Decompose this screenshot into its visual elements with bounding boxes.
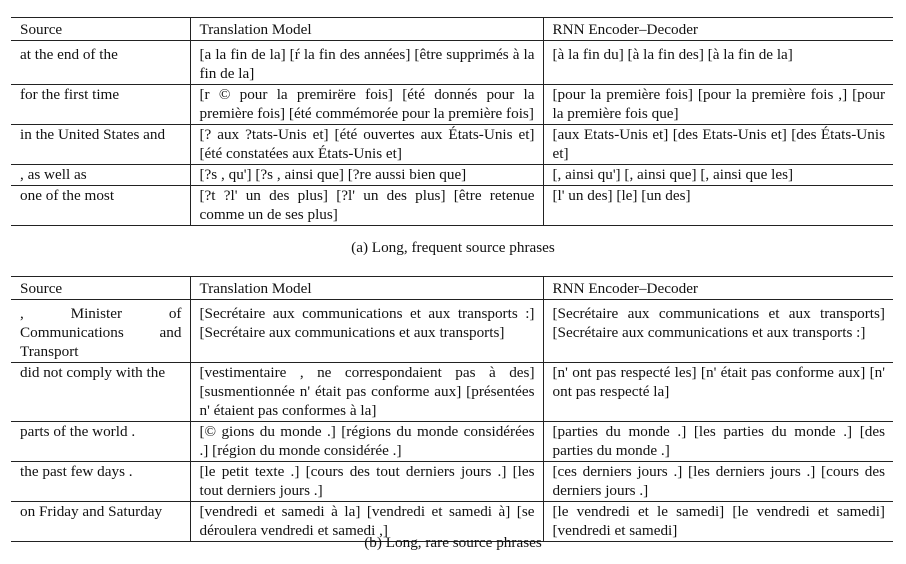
- header-translation-model: Translation Model: [190, 277, 543, 300]
- translation-model-cell: [vestimentaire , ne correspondaient pas à des] [susmentionnée n' était pas conforme aux] [présentées n' étaient pas conformes à la]: [190, 363, 543, 422]
- rnn-cell: [, ainsi qu'] [, ainsi que] [, ainsi que les]: [543, 165, 893, 186]
- rnn-cell: [le vendredi et le samedi] [le vendredi et samedi] [vendredi et samedi]: [543, 502, 893, 542]
- table-row: [11, 462, 893, 502]
- source-cell: at the end of the: [11, 41, 190, 85]
- table-long-rare-phrases: [11, 276, 893, 542]
- source-cell: in the United States and: [11, 125, 190, 165]
- translation-model-cell: [r © pour la premirëre fois] [été donnés pour la première fois] [été commémorée pour la première fois]: [190, 85, 543, 125]
- source-cell: , as well as: [11, 165, 190, 186]
- translation-model-cell: [© gions du monde .] [régions du monde considérées .] [région du monde considérée .]: [190, 422, 543, 462]
- table-row: [11, 85, 893, 125]
- translation-model-cell: [a la fin de la] [ŕ la fin des années] [être supprimés à la fin de la]: [190, 41, 543, 85]
- rnn-cell: [pour la première fois] [pour la première fois ,] [pour la première fois que]: [543, 85, 893, 125]
- translation-model-cell: [?s , qu'] [?s , ainsi que] [?re aussi bien que]: [190, 165, 543, 186]
- translation-model-cell: [? aux ?tats-Unis et] [été ouvertes aux États-Unis et] [été constatées aux États-Unis et]: [190, 125, 543, 165]
- source-cell: did not comply with the: [11, 363, 190, 422]
- source-cell: , Minister of Communications and Transport: [11, 300, 190, 363]
- source-cell: on Friday and Saturday: [11, 502, 190, 542]
- rnn-cell: [parties du monde .] [les parties du monde .] [des parties du monde .]: [543, 422, 893, 462]
- table-row: [11, 41, 893, 85]
- table-header-row: [11, 277, 893, 300]
- rnn-cell: [l' un des] [le] [un des]: [543, 186, 893, 226]
- header-rnn-encoder-decoder: RNN Encoder–Decoder: [543, 18, 893, 41]
- translation-model-cell: [Secrétaire aux communications et aux transports :] [Secrétaire aux communications et aux transports]: [190, 300, 543, 363]
- table-header-row: [11, 18, 893, 41]
- translation-model-cell: [le petit texte .] [cours des tout derniers jours .] [les tout derniers jours .]: [190, 462, 543, 502]
- translation-model-cell: [vendredi et samedi à la] [vendredi et samedi à] [se déroulera vendredi et samedi ,]: [190, 502, 543, 542]
- header-source: Source: [11, 277, 190, 300]
- translation-model-cell: [?t ?l' un des plus] [?l' un des plus] [être retenue comme un de ses plus]: [190, 186, 543, 226]
- table-row: [11, 186, 893, 226]
- source-cell: the past few days .: [11, 462, 190, 502]
- table-caption-a: (a) Long, frequent source phrases: [351, 239, 555, 256]
- rnn-cell: [aux Etats-Unis et] [des Etats-Unis et] [des États-Unis et]: [543, 125, 893, 165]
- rnn-cell: [Secrétaire aux communications et aux transports] [Secrétaire aux communications et aux transports :]: [543, 300, 893, 363]
- rnn-cell: [à la fin du] [à la fin des] [à la fin de la]: [543, 41, 893, 85]
- header-source: Source: [11, 18, 190, 41]
- table-row: [11, 165, 893, 186]
- table-caption-b: (b) Long, rare source phrases: [364, 534, 542, 551]
- table-row: [11, 422, 893, 462]
- source-cell: parts of the world .: [11, 422, 190, 462]
- rnn-cell: [ces derniers jours .] [les derniers jours .] [cours des derniers jours .]: [543, 462, 893, 502]
- table-row: [11, 300, 893, 363]
- table-row: [11, 125, 893, 165]
- rnn-cell: [n' ont pas respecté les] [n' était pas conforme aux] [n' ont pas respecté la]: [543, 363, 893, 422]
- source-cell: one of the most: [11, 186, 190, 226]
- header-translation-model: Translation Model: [190, 18, 543, 41]
- source-cell: for the first time: [11, 85, 190, 125]
- table-row: [11, 363, 893, 422]
- table-long-frequent-phrases: [11, 17, 893, 226]
- header-rnn-encoder-decoder: RNN Encoder–Decoder: [543, 277, 893, 300]
